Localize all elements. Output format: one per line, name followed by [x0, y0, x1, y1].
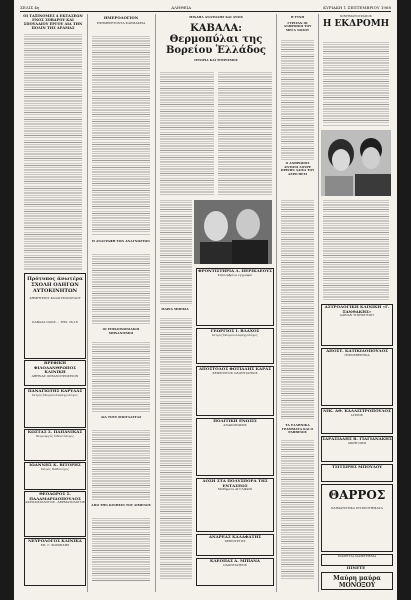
col1-ad-1: ΒΡΕΦΙΚΗ ΦΙΛΟΔΑΝΘΡΩΠΟΣ ΚΛΙΝΙΚΗ ΑΘΗΝΑΣ ΟΡΦΑΝΟΤΡΟΦΕΙΟΝ [24, 360, 86, 386]
col5-bottom-kicker: ΠΙΝΕΤΕ [346, 565, 366, 570]
portrait-photo [194, 200, 272, 264]
col1-ad-5: ΘΕΟΔΩΡΟΣ Σ. ΠΑΛΑΜΑΡΙΔΟΠΟΥΛΟΣ ΑΦΡΟΔΙΣΙΟΛΟΓΟΣ - ΔΕΡΜΑΤΟΛΟΓΟΣ [24, 491, 86, 537]
col3-subhead: ΙΣΤΟΡΙΑ ΚΑΙ ΤΟΥΡΙΣΜΟΣ [194, 57, 238, 62]
school-title: Πρότυπος άνωτέρα ΣΧΟΛΗ ΟΔΗΓΩΝ ΑΥΤΟΚΙΝΗΤΩΝ [27, 276, 83, 294]
col5-ad-4: ΣΑΡΑΣΙΑΔΗΣ Β. ΓΙΑΓΙΑΝΑΚΗΣ ΔΙΚΗΓΟΡΟΙ [321, 436, 393, 462]
col5-ad-tharros: ΘΑΡΡΟΣ ΚΛΙΜΑΤΙΣΤΙΚΑ ΣΥΓΚΡΟΤΗΜΑΤΑ [321, 484, 393, 552]
col2-item-3: ΔΙΑ ΤΟΥΣ ΣΠΟΥΔΑΣΤΑΣ [100, 415, 142, 419]
col1-headline: ΟΙ ΤΑΞΙΝΟΜΕΣ 4 ΕΚΤΑΣΕΩΝ ΕΝΟΣ ΣΟΒΑΡΟΥ ΚΑΙ ΣΠΟΥΔΑΙΟΥ ΕΡΓΟΥ ΔΙΑ ΤΗΝ ΠΟΛΙΝ ΤΗΣ ΔΡΑΜΑΣ [23, 14, 83, 30]
col3-side-kicker: ΜΑΡΙΑ ΜΠΕΚΙΑ [161, 307, 189, 311]
col3-headline: ΚΑΒΑΛΑ: Θερμοπύλαι της Βορείου Ἑλλάδος [165, 22, 266, 56]
school-owner: ΔΗΜΗΤΡΙΟΥ ΚΑΛΛΙΤΣΟΠΟΥΛΟΥ [29, 296, 81, 301]
col5-masthead: Η ΕΚΔΡΟΜΗ [322, 18, 390, 29]
col3-ad-3: ΑΠΟΣΤΟΛΟΣ ΦΩΤΙΑΔΗΣ ΚΑΡΑΣ ΧΕΙΡΟΥΡΓΟΣ ΟΔΟΝΤΙΑΤΡΟΣ [196, 366, 274, 416]
col3-ad-6: ΑΝΔΡΕΑΣ ΚΑΛΑΦΑΤΗΣ ΧΕΙΡΟΥΡΓΟΣ [196, 534, 274, 556]
col1-ad-3: ΚΩΣΤΑΣ Σ. ΠΑΠΑΝΙΚΑΣ Χειρουργός Ὀδοντίατρος [24, 429, 86, 461]
issue-date: ΚΥΡΙΑΚΗ 1 ΣΕΠΤΕΜΒΡΙΟΥ 1968 [323, 4, 391, 10]
driving-school-ad [24, 273, 86, 359]
scan-border-left [0, 0, 14, 600]
col5-ad-7: ΠΩΛΕΙΤΑΙ ΔΙΑΜΕΡΙΣΜΑ [321, 554, 393, 566]
col4-kicker: Η ΤΥΧΗ [290, 15, 305, 19]
col5-kicker: ΚΙΝΗΜΑΤΟΓΡΑΦΟΣ [340, 14, 372, 18]
col4-head: ΓΥΡΙΣΑΝ ΟΙ ΑΝΘΡΩΠΟΙ ΤΟΥ ΜΕΓΑ ΝΟΣΟΥ [283, 20, 312, 32]
page-number: ΣΕΛΙΣ 4η [20, 4, 40, 10]
col3-kicker: ΜΙΧΑΗΛ ΑΝΑΤΟΛΗΣ ΚΑΙ ΔΥΣΙΣ [189, 15, 243, 19]
scan-border-right [397, 0, 411, 600]
col2-title: ΗΜΕΡΟΛΟΓΙΟΝ [103, 15, 139, 20]
col2-item-2: ΟΙ ΕΠΙΚΟΙΝΩΝΙΑΚΟΙ ΜΗΧΑΝΙΣΜΟΙ [102, 327, 140, 335]
col4-middle: Ο ΑΝΘΡΩΠΟΣ ΑΝΤΩΝΙ ΛΟΥΡΕ ΠΡΕΠΕΙ ΔΑΙΣΑ ΤΟΥ ΑΕΡΟ ΘΕΣΙ [280, 161, 315, 176]
newspaper-name: ΑΛΗΘΕΙΑ [171, 4, 192, 10]
school-tel: ΚΑΒΑΛΑ ΟΔΟΣ ... ΤΗΛ. 26-18 [32, 319, 78, 324]
col3-ad-2: ΓΕΩΡΓΙΟΣ Ι. ΒΛΑΧΟΣ Ιατρός Ὠτορινολαρυγγολόγος [196, 328, 274, 364]
col3-ad-7: ΚΛΕΟΠΑΣ Α. ΜΠΙΑΝΑ ΟΔΟΝΤΙΑΤΡΟΣ [196, 558, 274, 586]
col1-ad-2: ΠΑΝΑΓΙΩΤΗΣ ΚΑΡΥΔΑΣ Ιατρός Ὠτορινολαρυγγολόγος [24, 388, 86, 428]
col4-lower: ΤΑ ΕΛΛΗΝΙΚΑ ΓΡΑΜΜΑΤΑ ΚΑΙ Ο ΡΑΒΒΙΝΟΣ [281, 423, 314, 435]
col3-ad-5: ΔΟΣΗ ΣΤΑ ΠΟΛΥΣΠΟΡΑ ΤΗΣ ΕΝΤΑΣΕΩΣ Μαθήματα ΑΓΓΛΙΚΩΝ [196, 478, 274, 532]
col5-ad-5: ΤΣΙΤΣΙΡΗΣ ΜΠΟΥΛΟΥ [321, 464, 393, 482]
col5-bottom-ad: Μαύρη μαύρα ΜΟΝΟΞΟΥ [321, 572, 393, 590]
col1-ad-6: ΝΕΥΡΟΛΟΓΟΣ ΚΛΙΝΙΚΑ ΣΠ. Γ. ΚΟΣΜΙΔΗΣ [24, 538, 86, 586]
col5-ad-1: ΑΣΤΡΟΛΟΓΙΚΗ ΚΛΙΝΙΚΗ «Γ. ΞΑΝΘΑΚΗΣ» ΑΔΕΙΑΝ ΥΠΟΥΡΓΕΙΟΥ [321, 304, 393, 346]
col3-ad-1: ΦΡΟΝΤΙΣΤΗΡΙΑ Λ. ΠΕΡΙΚΛΕΟΥΣ Σηπτεμβρίου εγγραφαί [196, 268, 274, 326]
col5-ad-3: ΝΙΚ. ΑΘ. ΚΑΛΛΙΣΤΡΟΠΟΥΛΟΣ ΙΑΤΡΟΣ [321, 408, 393, 434]
col2-item-4: ΑΠΟ ΤΗΝ ΚΙΝΗΣΙΝ ΤΟΥ ΛΙΜΕΝΟΣ [91, 503, 151, 507]
col2-item-1: Η ΑΝΑΓΡΑΦΗ ΤΩΝ ΑΝΑΓΝΩΣΤΩΝ [92, 239, 150, 243]
col1-ad-4: ΙΩΑΝΝΗΣ Κ. ΒΙΤΟΡΗΣ Ιατρός Παθολόγος [24, 462, 86, 490]
page-header [20, 3, 391, 12]
col5-ad-2: ΑΠΟΣΤ. ΚΑΤΙΚΙΔΟΠΟΥΛΟΣ ΠΥΡΟΣΒΕΣΤΙΚΑ [321, 348, 393, 406]
col3-ad-4: ΠΟΛΙΤΙΚΗ ΕΝΩΣΙΣ ΑΝΑΚΟΙΝΩΣΙΣ [196, 418, 274, 476]
film-still-photo [321, 130, 391, 196]
col2-sub: ΕΦΗΜΕΡΕΥΟΝΤΑ ΦΑΡΜΑΚΕΙΑ [96, 21, 146, 26]
